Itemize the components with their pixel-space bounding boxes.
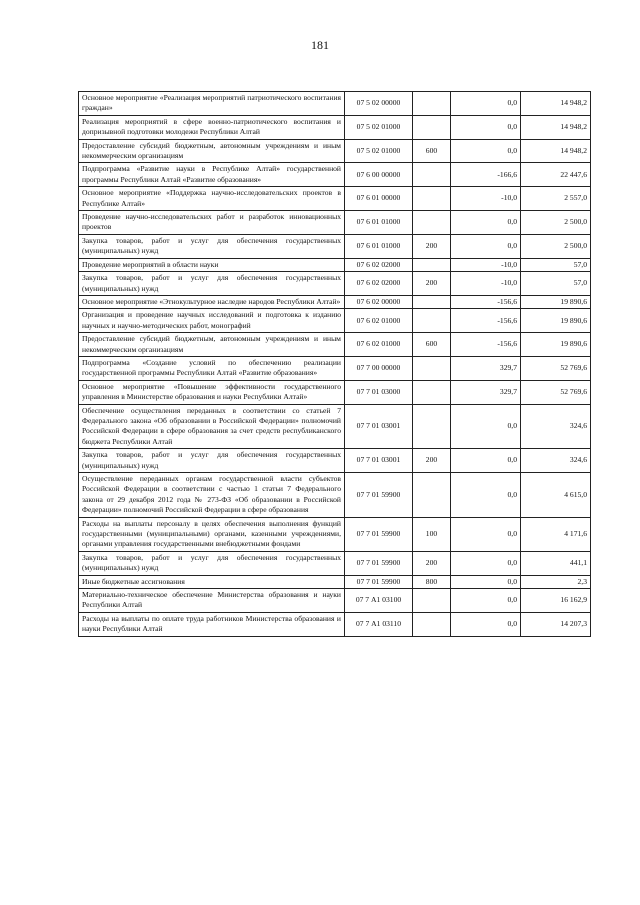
row-name-cell: Предоставление субсидий бюджетным, автономным учреждениям и иным некоммерческим организациям bbox=[79, 139, 345, 163]
row-code-cell: 07 6 02 00000 bbox=[345, 295, 413, 308]
row-name-cell: Организация и проведение научных исследований и подготовка к изданию научных и научно-методических работ, монографий bbox=[79, 309, 345, 333]
table-row bbox=[79, 449, 591, 473]
row-name-cell: Материально-техническое обеспечение Министерства образования и науки Республики Алтай bbox=[79, 589, 345, 613]
row-expense-type-cell: 200 bbox=[413, 272, 451, 296]
row-code-cell: 07 7 01 59900 bbox=[345, 517, 413, 551]
row-change-cell: 0,0 bbox=[451, 473, 521, 518]
table-row bbox=[79, 404, 591, 449]
row-change-cell: 329,7 bbox=[451, 356, 521, 380]
row-code-cell: 07 7 01 03001 bbox=[345, 404, 413, 449]
row-expense-type-cell bbox=[413, 589, 451, 613]
row-change-cell: 329,7 bbox=[451, 380, 521, 404]
row-code-cell: 07 7 А1 03100 bbox=[345, 589, 413, 613]
table-row bbox=[79, 575, 591, 588]
row-name-cell: Закупка товаров, работ и услуг для обеспечения государственных (муниципальных) нужд bbox=[79, 234, 345, 258]
row-code-cell: 07 7 01 59900 bbox=[345, 575, 413, 588]
row-code-cell: 07 7 00 00000 bbox=[345, 356, 413, 380]
row-change-cell: 0,0 bbox=[451, 211, 521, 235]
row-change-cell: -10,0 bbox=[451, 187, 521, 211]
row-total-cell: 4 171,6 bbox=[521, 517, 591, 551]
table-row bbox=[79, 517, 591, 551]
row-total-cell: 19 890,6 bbox=[521, 333, 591, 357]
row-expense-type-cell bbox=[413, 115, 451, 139]
row-code-cell: 07 6 01 01000 bbox=[345, 234, 413, 258]
row-name-cell: Реализация мероприятий в сфере военно-патриотического воспитания и допризывной подготовки молодежи Республики Алтай bbox=[79, 115, 345, 139]
row-name-cell: Закупка товаров, работ и услуг для обеспечения государственных (муниципальных) нужд bbox=[79, 551, 345, 575]
row-code-cell: 07 6 01 01000 bbox=[345, 211, 413, 235]
row-name-cell: Проведение научно-исследовательских работ и разработок инновационных проектов bbox=[79, 211, 345, 235]
row-change-cell: -10,0 bbox=[451, 258, 521, 271]
row-code-cell: 07 6 01 00000 bbox=[345, 187, 413, 211]
row-expense-type-cell bbox=[413, 356, 451, 380]
row-code-cell: 07 6 00 00000 bbox=[345, 163, 413, 187]
row-change-cell: -156,6 bbox=[451, 333, 521, 357]
row-name-cell: Расходы на выплаты персоналу в целях обеспечения выполнения функций государственными (муниципальными) органами, казенными учреждениями, органами управления государственными внебюджетными фондами bbox=[79, 517, 345, 551]
table-row bbox=[79, 187, 591, 211]
row-change-cell: 0,0 bbox=[451, 234, 521, 258]
row-total-cell: 2 500,0 bbox=[521, 211, 591, 235]
row-expense-type-cell bbox=[413, 612, 451, 636]
row-total-cell: 14 948,2 bbox=[521, 92, 591, 116]
row-change-cell: -156,6 bbox=[451, 309, 521, 333]
row-code-cell: 07 6 02 02000 bbox=[345, 258, 413, 271]
row-name-cell: Проведение мероприятий в области науки bbox=[79, 258, 345, 271]
row-change-cell: 0,0 bbox=[451, 139, 521, 163]
row-expense-type-cell bbox=[413, 187, 451, 211]
table-row bbox=[79, 309, 591, 333]
row-code-cell: 07 6 02 01000 bbox=[345, 309, 413, 333]
table-row bbox=[79, 211, 591, 235]
table-row bbox=[79, 258, 591, 271]
table-row bbox=[79, 589, 591, 613]
row-name-cell: Основное мероприятие «Этнокультурное наследие народов Республики Алтай» bbox=[79, 295, 345, 308]
row-expense-type-cell bbox=[413, 295, 451, 308]
row-name-cell: Закупка товаров, работ и услуг для обеспечения государственных (муниципальных) нужд bbox=[79, 272, 345, 296]
budget-table-body bbox=[79, 92, 591, 637]
row-name-cell: Предоставление субсидий бюджетным, автономным учреждениям и иным некоммерческим организациям bbox=[79, 333, 345, 357]
row-code-cell: 07 7 01 03000 bbox=[345, 380, 413, 404]
row-expense-type-cell bbox=[413, 473, 451, 518]
row-code-cell: 07 6 02 01000 bbox=[345, 333, 413, 357]
row-name-cell: Расходы на выплаты по оплате труда работников Министерства образования и науки Республики Алтай bbox=[79, 612, 345, 636]
row-total-cell: 2 500,0 bbox=[521, 234, 591, 258]
table-row bbox=[79, 115, 591, 139]
row-expense-type-cell: 600 bbox=[413, 333, 451, 357]
row-change-cell: 0,0 bbox=[451, 612, 521, 636]
row-name-cell: Закупка товаров, работ и услуг для обеспечения государственных (муниципальных) нужд bbox=[79, 449, 345, 473]
row-change-cell: 0,0 bbox=[451, 92, 521, 116]
row-expense-type-cell: 600 bbox=[413, 139, 451, 163]
row-expense-type-cell bbox=[413, 380, 451, 404]
row-expense-type-cell: 200 bbox=[413, 449, 451, 473]
row-expense-type-cell bbox=[413, 258, 451, 271]
row-total-cell: 16 162,9 bbox=[521, 589, 591, 613]
row-total-cell: 57,0 bbox=[521, 258, 591, 271]
row-name-cell: Основное мероприятие «Поддержка научно-исследовательских проектов в Республике Алтай» bbox=[79, 187, 345, 211]
row-expense-type-cell bbox=[413, 92, 451, 116]
table-row bbox=[79, 139, 591, 163]
row-code-cell: 07 6 02 02000 bbox=[345, 272, 413, 296]
row-expense-type-cell bbox=[413, 163, 451, 187]
row-change-cell: 0,0 bbox=[451, 575, 521, 588]
row-change-cell: 0,0 bbox=[451, 517, 521, 551]
table-row bbox=[79, 551, 591, 575]
table-row bbox=[79, 234, 591, 258]
row-code-cell: 07 7 А1 03110 bbox=[345, 612, 413, 636]
row-code-cell: 07 5 02 01000 bbox=[345, 115, 413, 139]
table-row bbox=[79, 92, 591, 116]
row-total-cell: 52 769,6 bbox=[521, 356, 591, 380]
row-expense-type-cell bbox=[413, 309, 451, 333]
table-row bbox=[79, 356, 591, 380]
row-total-cell: 2 557,0 bbox=[521, 187, 591, 211]
page-number: 181 bbox=[311, 38, 329, 52]
table-row bbox=[79, 333, 591, 357]
row-change-cell: 0,0 bbox=[451, 551, 521, 575]
row-expense-type-cell bbox=[413, 211, 451, 235]
row-total-cell: 14 948,2 bbox=[521, 139, 591, 163]
row-name-cell: Основное мероприятие «Реализация мероприятий патриотического воспитания граждан» bbox=[79, 92, 345, 116]
row-code-cell: 07 5 02 00000 bbox=[345, 92, 413, 116]
row-name-cell: Подпрограмма «Развитие науки в Республике Алтай» государственной программы Республики Алтай «Развитие образования» bbox=[79, 163, 345, 187]
row-total-cell: 57,0 bbox=[521, 272, 591, 296]
row-expense-type-cell: 200 bbox=[413, 234, 451, 258]
row-total-cell: 14 948,2 bbox=[521, 115, 591, 139]
row-total-cell: 324,6 bbox=[521, 449, 591, 473]
row-code-cell: 07 7 01 59900 bbox=[345, 551, 413, 575]
row-expense-type-cell bbox=[413, 404, 451, 449]
row-name-cell: Основное мероприятие «Повышение эффективности государственного управления в Министерстве образования и науки Республики Алтай» bbox=[79, 380, 345, 404]
row-total-cell: 52 769,6 bbox=[521, 380, 591, 404]
row-change-cell: 0,0 bbox=[451, 404, 521, 449]
row-change-cell: 0,0 bbox=[451, 589, 521, 613]
row-change-cell: 0,0 bbox=[451, 449, 521, 473]
row-name-cell: Осуществление переданных органам государственной власти субъектов Российской Федерации в соответствии с частью 1 статьи 7 Федерального закона от 29 декабря 2012 года № 273-ФЗ «Об образовании в Российской Федерации» полномочий Российской Федерации в сфере образования bbox=[79, 473, 345, 518]
row-expense-type-cell: 100 bbox=[413, 517, 451, 551]
row-total-cell: 19 890,6 bbox=[521, 309, 591, 333]
row-change-cell: 0,0 bbox=[451, 115, 521, 139]
row-total-cell: 14 207,3 bbox=[521, 612, 591, 636]
table-row bbox=[79, 295, 591, 308]
row-total-cell: 19 890,6 bbox=[521, 295, 591, 308]
row-total-cell: 22 447,6 bbox=[521, 163, 591, 187]
table-row bbox=[79, 473, 591, 518]
row-code-cell: 07 7 01 59900 bbox=[345, 473, 413, 518]
row-total-cell: 4 615,0 bbox=[521, 473, 591, 518]
row-change-cell: -166,6 bbox=[451, 163, 521, 187]
budget-table bbox=[78, 91, 591, 637]
table-row bbox=[79, 612, 591, 636]
row-expense-type-cell: 800 bbox=[413, 575, 451, 588]
row-change-cell: -10,0 bbox=[451, 272, 521, 296]
row-code-cell: 07 5 02 01000 bbox=[345, 139, 413, 163]
row-name-cell: Иные бюджетные ассигнования bbox=[79, 575, 345, 588]
table-row bbox=[79, 272, 591, 296]
row-total-cell: 441,1 bbox=[521, 551, 591, 575]
row-change-cell: -156,6 bbox=[451, 295, 521, 308]
row-code-cell: 07 7 01 03001 bbox=[345, 449, 413, 473]
row-expense-type-cell: 200 bbox=[413, 551, 451, 575]
row-name-cell: Подпрограмма «Создание условий по обеспечению реализации государственной программы Республики Алтай «Развитие образования» bbox=[79, 356, 345, 380]
row-total-cell: 2,3 bbox=[521, 575, 591, 588]
table-row bbox=[79, 380, 591, 404]
row-name-cell: Обеспечение осуществления переданных в соответствии со статьей 7 Федерального закона «Об образовании в Российской Федерации» полномочий Российской Федерации в сфере образования за счет средств республиканского бюджета Республики Алтай bbox=[79, 404, 345, 449]
row-total-cell: 324,6 bbox=[521, 404, 591, 449]
table-row bbox=[79, 163, 591, 187]
